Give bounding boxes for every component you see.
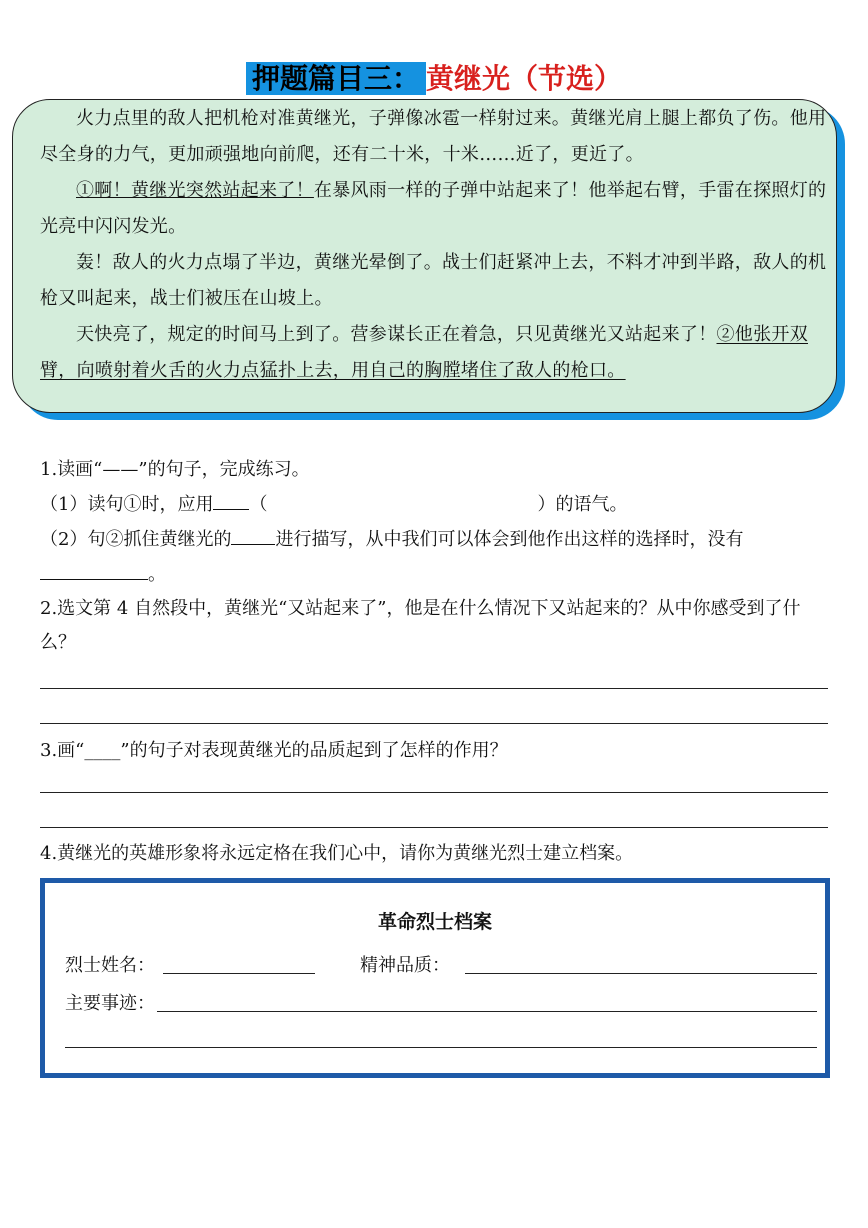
question-2: 2.选文第 4 自然段中，黄继光“又站起来了”，他是在什么情况下又站起来的？从中你感受到了什么？ — [40, 598, 801, 653]
passage-paragraph-4-text: 天快亮了，规定的时间马上到了。营参谋长正在着急，只见黄继光又站起来了！ — [76, 324, 717, 345]
page-title — [0, 60, 868, 98]
answer-line[interactable] — [40, 792, 828, 793]
card-title: 革命烈士档案 — [377, 911, 492, 933]
passage-paragraph-1: 火力点里的敌人把机枪对准黄继光，子弹像冰雹一样射过来。黄继光肩上腿上都负了伤。他用尽全身的力气，更加顽强地向前爬，还有二十米，十米……近了，更近了。 — [40, 108, 827, 165]
title-prefix: 押题篇目三： — [246, 62, 426, 95]
answer-blank-tone[interactable] — [213, 487, 249, 510]
q1-1-text-b: （ — [249, 494, 268, 515]
answer-line[interactable] — [40, 827, 828, 828]
q1-2-text-b: 进行描写，从中我们可以体会到他作出这样的选择时，没有 — [275, 529, 744, 550]
passage-paragraph-2-rest: 在暴风雨一样的子弹中站起来了！他举起右臂，手雷在探照灯的光亮中闪闪发光。 — [40, 180, 827, 237]
answer-line[interactable] — [40, 688, 828, 689]
question-4: 4.黄继光的英雄形象将永远定格在我们心中，请你为黄继光烈士建立档案。 — [40, 843, 634, 864]
questions — [40, 453, 830, 660]
answer-blank-hesitation[interactable] — [40, 557, 148, 580]
passage-paragraph-2 — [40, 173, 828, 245]
title-main: 黄继光（节选） — [426, 62, 623, 95]
passage-paragraph-3: 轰！敌人的火力点塌了半边，黄继光晕倒了。战士们赶紧冲上去，不料才冲到半路，敌人的机枪又叫起来，战士们被压在山坡上。 — [40, 252, 827, 309]
passage-paragraph-4 — [40, 317, 828, 389]
question-1-2 — [40, 522, 830, 592]
passage — [40, 101, 828, 389]
spirit-label: 精神品质： — [360, 955, 450, 976]
question-1: 1.读画“——”的句子，完成练习。 — [40, 459, 310, 480]
deeds-line[interactable] — [157, 1011, 817, 1012]
questions-3 — [40, 734, 830, 768]
q1-1-text-a: （1）读句①时，应用 — [40, 494, 214, 515]
martyr-name-label: 烈士姓名： — [65, 955, 155, 976]
q1-2-text-a: （2）句②抓住黄继光的 — [40, 529, 232, 550]
question-3: 3.画“____”的句子对表现黄继光的品质起到了怎样的作用？ — [40, 740, 508, 761]
answer-line[interactable] — [40, 723, 828, 724]
q1-1-text-c: ）的语气。 — [537, 494, 628, 515]
q1-2-text-c: 。 — [148, 564, 166, 585]
question-1-1 — [40, 487, 830, 522]
martyr-record-card — [40, 878, 830, 1078]
questions-4 — [40, 837, 830, 871]
deeds-label: 主要事迹： — [65, 993, 155, 1014]
martyr-name-line[interactable] — [163, 973, 315, 974]
marked-sentence-1: ①啊！黄继光突然站起来了！ — [76, 180, 314, 201]
deeds-line[interactable] — [65, 1047, 817, 1048]
spirit-line[interactable] — [465, 973, 817, 974]
marked-sentence-2: ②他张开双臂，向喷射着火舌的火力点猛扑上去，用自己的胸膛堵住了敌人的枪口。 — [40, 324, 808, 381]
answer-blank-description[interactable] — [231, 522, 275, 545]
